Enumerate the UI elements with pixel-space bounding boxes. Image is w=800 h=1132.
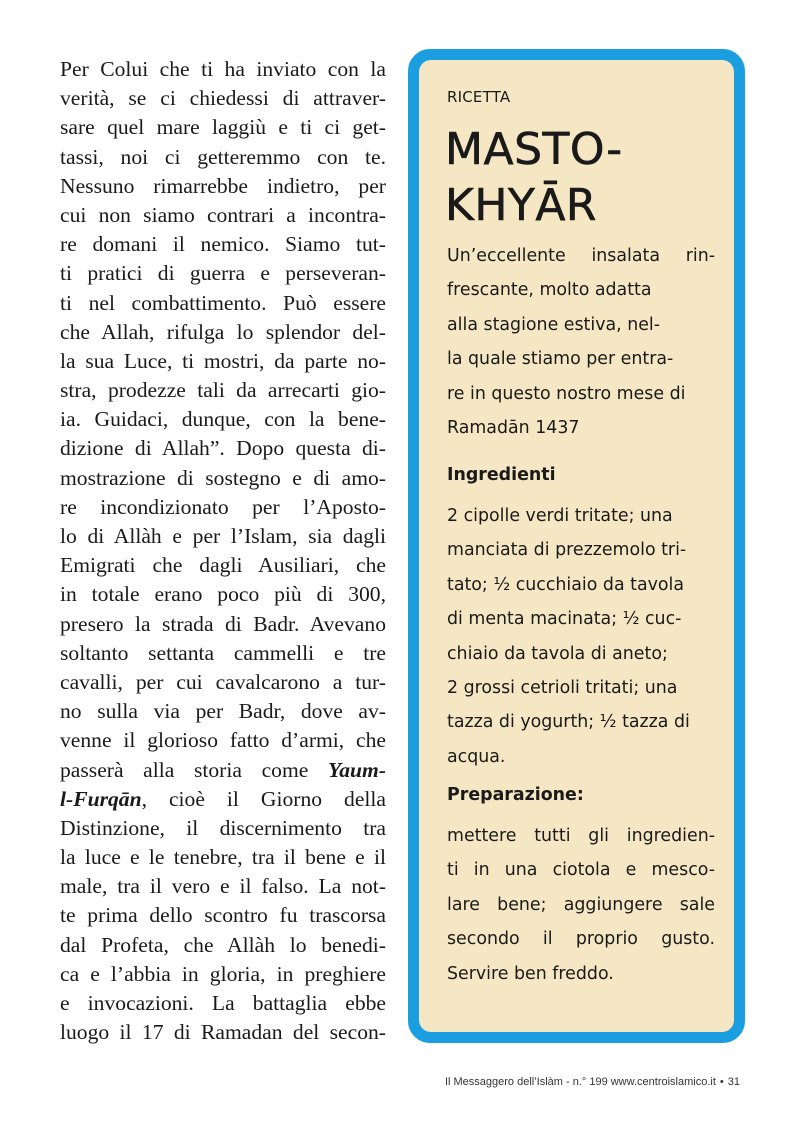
article-line: no sulla via per Badr, dove av-: [60, 699, 386, 724]
article-line: ti pratici di guerra e perseveran-: [60, 261, 386, 286]
ingredients-line: di menta macinata; ½ cuc-: [447, 609, 682, 630]
ingredients-line: 2 cipolle verdi tritate; una: [447, 506, 673, 526]
ingredients-line: tazza di yogurth; ½ tazza di: [447, 712, 690, 733]
preparation-heading: Preparazione:: [447, 785, 584, 805]
article-line-text: , cioè il Giorno della: [141, 786, 386, 811]
article-line: ti nel combattimento. Può essere: [60, 290, 386, 315]
recipe-intro-line: alla stagione estiva, nel-: [447, 314, 661, 335]
recipe-intro-line: Ramadān 1437: [447, 417, 580, 438]
recipe-intro-line: la quale stiamo per entra-: [447, 349, 674, 370]
article-line: verità, se ci chiedessi di attraver-: [60, 86, 386, 111]
recipe-intro: [447, 239, 715, 445]
article-line: re incondizionato per l’Aposto-: [60, 494, 386, 519]
preparation-line: mettere tutti gli ingredien-: [447, 826, 715, 846]
page-footer: [445, 1076, 740, 1088]
preparation-line: lare bene; aggiungere sale: [447, 894, 715, 915]
article-line: Distinzione, il discernimento tra: [60, 815, 386, 840]
article-line: soltanto settanta cammelli e tre: [60, 640, 386, 665]
article-line: Emigrati che dagli Ausiliari, che: [60, 553, 386, 578]
ingredients-heading: Ingredienti: [447, 465, 556, 485]
article-line: [60, 756, 386, 785]
recipe-intro-line: frescante, molto adatta: [447, 280, 652, 301]
article-line-text: passerà alla storia come: [60, 757, 328, 782]
article-line: mostrazione di sostegno e di amo-: [60, 465, 386, 490]
recipe-title-line: MASTO-: [445, 124, 623, 175]
footer-publication: Il Messaggero dell’Islàm - n.° 199 www.centroislamico.it: [444, 1076, 716, 1088]
article-line: lo di Allàh e per l’Islam, sia dagli: [60, 524, 386, 548]
article-line: ia. Guidaci, dunque, con la bene-: [60, 407, 386, 432]
article-line: ca e l’abbia in gloria, in preghiere: [60, 961, 386, 986]
preparation-line: ti in una ciotola e mesco-: [447, 860, 715, 881]
article-line: male, tra il vero e il falso. La not-: [60, 874, 386, 899]
furqan-emphasis: l-Furqān: [60, 786, 142, 811]
article-line: che Allah, rifulga lo splendor del-: [60, 319, 386, 344]
article-line: la sua Luce, ti mostri, da parte no-: [60, 348, 386, 373]
article-line: dizione di Allah”. Dopo questa di-: [60, 436, 386, 461]
yaum-emphasis: Yaum-: [327, 757, 386, 782]
recipe-panel: [419, 60, 734, 1032]
article-line: presero la strada di Badr. Avevano: [60, 611, 386, 636]
article-line: [60, 785, 386, 814]
article-column: [60, 55, 386, 1047]
recipe-intro-line: re in questo nostro mese di: [447, 383, 686, 404]
recipe-intro-line: Un’eccellente insalata rin-: [447, 246, 715, 266]
article-line: Per Colui che ti ha inviato con la: [60, 57, 386, 81]
preparation-line: Servire ben freddo.: [447, 963, 614, 984]
ingredients-line: chiaio da tavola di aneto;: [447, 643, 668, 664]
preparation-line: secondo il proprio gusto.: [447, 929, 715, 950]
article-line: stra, prodezze tali da arrecarti gio-: [60, 378, 386, 403]
ingredients-line: tato; ½ cucchiaio da tavola: [447, 574, 685, 595]
recipe-box: [408, 49, 745, 1043]
ingredients-line: acqua.: [447, 746, 506, 767]
ingredients-line: 2 grossi cetrioli tritati; una: [447, 677, 678, 698]
recipe-title-line: KHYĀR: [445, 180, 597, 231]
article-line: dal Profeta, che Allàh lo benedi-: [60, 932, 386, 957]
footer-bullet: •: [719, 1076, 724, 1088]
article-line: cavalli, per cui cavalcarono a tur-: [60, 669, 386, 694]
page-number: 31: [727, 1076, 740, 1088]
article-line: tassi, noi ci getteremmo con te.: [60, 144, 386, 169]
preparation-text: [447, 819, 715, 991]
article-line: la luce e le tenebre, tra il bene e il: [60, 845, 386, 870]
article-line: Nessuno rimarrebbe indietro, per: [60, 173, 386, 198]
ingredients-line: manciata di prezzemolo tri-: [447, 540, 687, 561]
article-line: re domani il nemico. Siamo tut-: [60, 232, 386, 257]
article-line: te prima dello scontro fu trascorsa: [60, 903, 386, 928]
article-line: e invocazioni. La battaglia ebbe: [60, 991, 386, 1015]
article-line: luogo il 17 di Ramadan del secon-: [60, 1020, 386, 1045]
ingredients-list: [447, 499, 715, 774]
recipe-kicker: RICETTA: [447, 88, 511, 106]
article-line: cui non siamo contrari a incontra-: [60, 202, 386, 227]
article-line: sare quel mare laggiù e ti ci get-: [60, 115, 386, 140]
article-line: in totale erano poco più di 300,: [60, 582, 386, 607]
article-line: venne il glorioso fatto d’armi, che: [60, 728, 386, 753]
recipe-title: [445, 122, 623, 234]
